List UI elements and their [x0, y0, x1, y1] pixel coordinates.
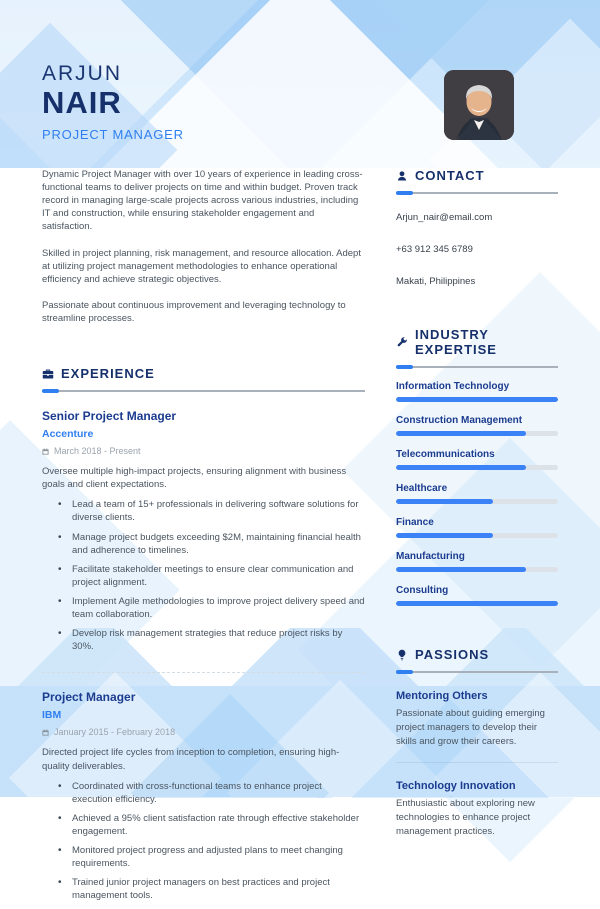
summary-paragraph: Skilled in project planning, risk management, and resource allocation. Adept at utilizing project management methodologies to enhance operational efficiency and achieve strategic objectives.: [42, 247, 361, 285]
portrait-illustration: [444, 70, 514, 140]
skill-bar: [396, 465, 558, 470]
section-divider: [396, 671, 558, 673]
skill-label: Finance: [396, 517, 434, 528]
experience-heading-label: EXPERIENCE: [61, 366, 155, 382]
job-description: Directed project life cycles from inception to completion, ensuring high-quality deliverables.: [42, 747, 340, 772]
passion-title: Mentoring Others: [396, 690, 488, 702]
first-name: ARJUN: [42, 62, 123, 85]
job-bullet: • Achieved a 95% client satisfaction rate through effective stakeholder engagement.: [58, 812, 365, 838]
job-bullet: • Lead a team of 15+ professionals in delivering software solutions for diverse clients.: [58, 498, 365, 524]
job-bullet: • Implement Agile methodologies to improve project delivery speed and team collaboration.: [58, 595, 365, 621]
passion-description: Enthusiastic about exploring new technologies to enhance project management practices.: [396, 798, 535, 837]
summary-paragraph: Dynamic Project Manager with over 10 years of experience in leading cross-functional teams to deliver projects on time and within budget. Proven track record in managing large-scale projects across various industries, including IT and construction, while ensuring stakeholder engagement and satisfaction.: [42, 169, 363, 233]
passion-item: [396, 690, 558, 748]
section-divider: [42, 390, 365, 392]
profile-photo: [444, 70, 514, 140]
sidebar: [396, 168, 558, 909]
job-bullet: • Facilitate stakeholder meetings to ensure clear communication and project alignment.: [58, 563, 365, 589]
skill-bar: [396, 499, 558, 504]
passion-title: Technology Innovation: [396, 780, 516, 793]
experience-section: [42, 366, 365, 902]
job-bullet: • Trained junior project managers on best practices and project management tools.: [58, 876, 365, 902]
skill-item: [396, 415, 558, 436]
skill-label: Construction Management: [396, 415, 523, 426]
skill-item: [396, 551, 558, 572]
skill-bar: [396, 601, 558, 606]
experience-heading: [42, 366, 365, 381]
job-bullet: • Develop risk management strategies that reduce project risks by 30%.: [58, 627, 365, 653]
job-bullet: • Manage project budgets exceeding $2M, maintaining financial health and adherence to timelines.: [58, 531, 365, 557]
job-dates-label: March 2018 - Present: [54, 446, 141, 457]
person-icon: [396, 170, 408, 182]
job-title: Project Manager: [42, 690, 136, 705]
job-bullet-list: [42, 780, 365, 903]
skill-item: [396, 449, 558, 470]
section-divider: [396, 192, 558, 194]
skill-label: Manufacturing: [396, 551, 465, 562]
job-company: IBM: [42, 709, 62, 722]
skill-label: Information Technology: [396, 381, 510, 392]
job-title: Senior Project Manager: [42, 409, 177, 424]
contact-heading-label: CONTACT: [415, 168, 485, 183]
expertise-heading-label: INDUSTRY EXPERTISE: [415, 327, 497, 357]
skill-label: Consulting: [396, 585, 449, 596]
wrench-icon: [396, 336, 408, 348]
contact-items: [396, 212, 558, 287]
job-dates: [42, 446, 365, 456]
skill-item: [396, 517, 558, 538]
contact-location: Makati, Philippines: [396, 276, 476, 287]
last-name: NAIR: [42, 85, 122, 121]
job-bullet: • Monitored project progress and adjusted plans to meet changing requirements.: [58, 844, 365, 870]
summary-section: [42, 168, 365, 325]
skill-bar: [396, 431, 558, 436]
contact-email: Arjun_nair@email.com: [396, 212, 493, 223]
skill-item: [396, 585, 558, 606]
briefcase-icon: [42, 368, 54, 380]
job-entry: [42, 690, 365, 902]
job-entry: [42, 409, 365, 653]
expertise-section: [396, 327, 558, 606]
job-company: Accenture: [42, 428, 94, 441]
job-bullet: • Coordinated with cross-functional teams to enhance project execution efficiency.: [58, 780, 365, 806]
skill-item: [396, 483, 558, 504]
content-columns: [0, 168, 600, 909]
passion-description: Passionate about guiding emerging project managers to develop their skills and grow their careers.: [396, 708, 545, 747]
calendar-icon: [42, 729, 49, 736]
passion-item: [396, 780, 558, 838]
job-bullet-list: [42, 498, 365, 653]
passions-section: [396, 647, 558, 839]
section-divider: [396, 366, 558, 368]
lightbulb-icon: [396, 649, 408, 661]
passion-divider: [396, 762, 558, 763]
passions-heading-label: PASSIONS: [415, 647, 490, 662]
passions-heading: [396, 647, 558, 662]
contact-phone: +63 912 345 6789: [396, 244, 473, 255]
skill-bar: [396, 567, 558, 572]
skill-label: Telecommunications: [396, 449, 495, 460]
skill-bar: [396, 533, 558, 538]
job-dates-label: January 2015 - February 2018: [54, 727, 176, 738]
calendar-icon: [42, 448, 49, 455]
main-column: [42, 168, 365, 909]
job-divider: [42, 672, 365, 673]
resume-header: [0, 0, 600, 168]
skill-bar: [396, 397, 558, 402]
job-description: Oversee multiple high-impact projects, ensuring alignment with business goals and client expectations.: [42, 466, 347, 491]
skill-item: [396, 381, 558, 402]
contact-heading: [396, 168, 558, 183]
contact-section: [396, 168, 558, 287]
job-dates: [42, 727, 365, 737]
expertise-heading: [396, 327, 558, 357]
skill-label: Healthcare: [396, 483, 448, 494]
job-role-title: PROJECT MANAGER: [42, 126, 184, 142]
summary-paragraph: Passionate about continuous improvement and leveraging technology to streamline processes.: [42, 299, 346, 324]
